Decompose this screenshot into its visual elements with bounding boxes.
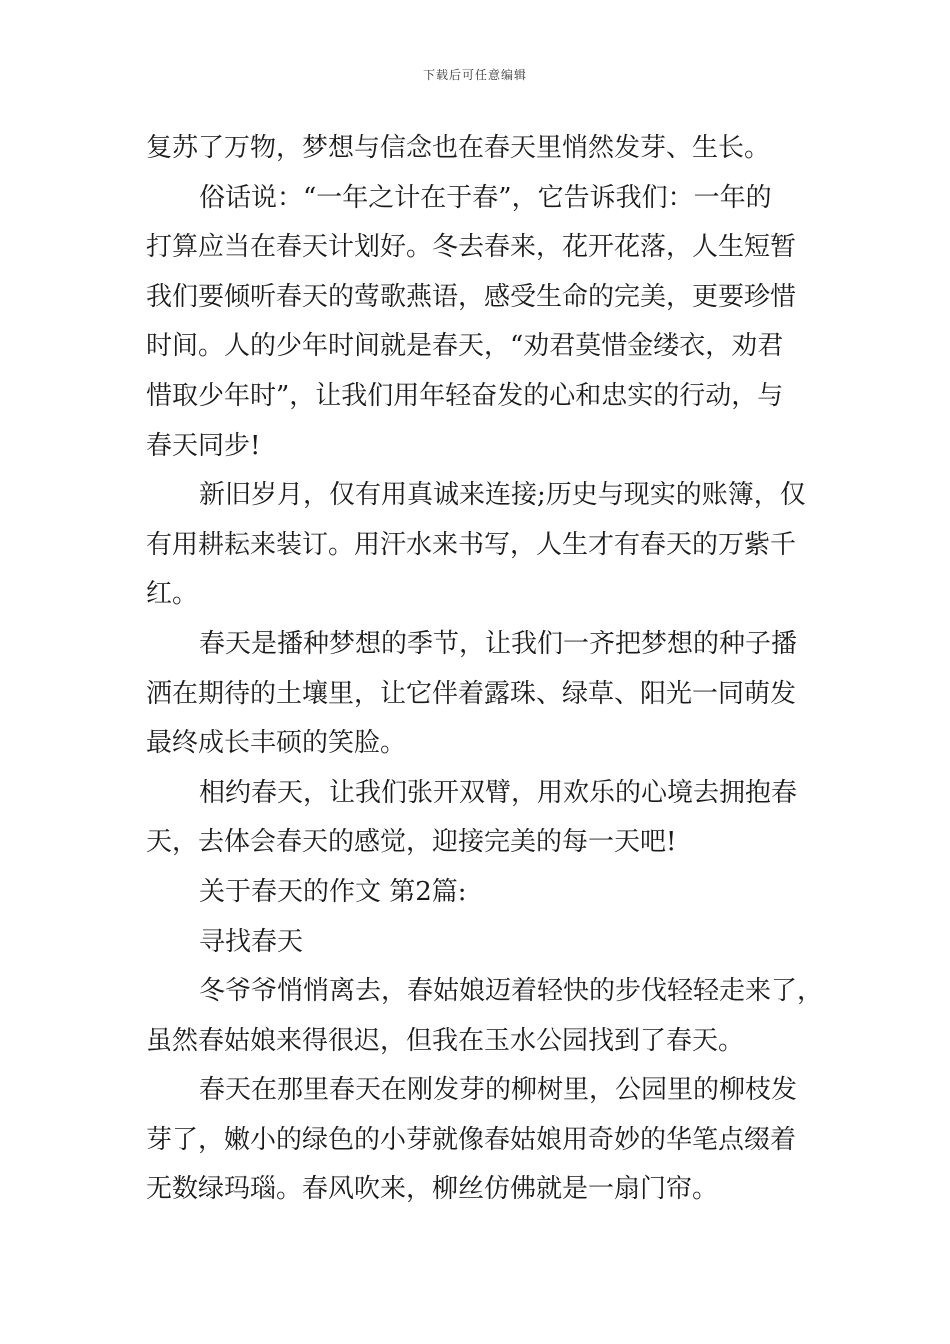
text-line: 虽然春姑娘来得很迟，但我在玉水公园找到了春天。 bbox=[146, 1025, 745, 1056]
text-line: 时间。人的少年时间就是春天，“劝君莫惜金缕衣，劝君 bbox=[146, 331, 784, 362]
text-line: 最终成长丰硕的笑脸。 bbox=[146, 728, 407, 759]
text-line: 俗话说：“一年之计在于春”，它告诉我们：一年的 bbox=[199, 182, 772, 213]
text-line: 无数绿玛瑙。春风吹来，柳丝仿佛就是一扇门帘。 bbox=[146, 1174, 719, 1205]
text-line: 红。 bbox=[146, 579, 199, 610]
text-line: 冬爷爷悄悄离去，春姑娘迈着轻快的步伐轻轻走来了， bbox=[199, 976, 824, 1007]
text-line: 打算应当在春天计划好。冬去春来，花开花落，人生短暂 bbox=[146, 232, 797, 263]
text-line: 寻找春天 bbox=[199, 926, 304, 957]
text-line: 春天是播种梦想的季节，让我们一齐把梦想的种子播 bbox=[199, 628, 798, 659]
text-line: 洒在期待的土壤里，让它伴着露珠、绿草、阳光一同萌发 bbox=[146, 678, 797, 709]
document-body bbox=[146, 124, 824, 1215]
text-line: 关于春天的作文 第2篇: bbox=[199, 876, 467, 907]
text-line: 芽了，嫩小的绿色的小芽就像春姑娘用奇妙的华笔点缀着 bbox=[146, 1124, 797, 1155]
text-line: 春天在那里春天在刚发芽的柳树里，公园里的柳枝发 bbox=[199, 1075, 798, 1106]
text-line: 新旧岁月，仅有用真诚来连接;历史与现实的账簿，仅 bbox=[199, 480, 806, 511]
text-line: 相约春天，让我们张开双臂，用欢乐的心境去拥抱春 bbox=[199, 777, 798, 808]
text-line: 复苏了万物，梦想与信念也在春天里悄然发芽、生长。 bbox=[146, 133, 771, 163]
text-line: 有用耕耘来装订。用汗水来书写，人生才有春天的万紫千 bbox=[146, 529, 797, 560]
text-line: 惜取少年时”，让我们用年轻奋发的心和忠实的行动，与 bbox=[146, 380, 784, 411]
text-line: 我们要倾听春天的莺歌燕语，感受生命的完美，更要珍惜 bbox=[146, 281, 797, 312]
text-line: 天，去体会春天的感觉，迎接完美的每一天吧! bbox=[146, 827, 677, 858]
page-header: 下载后可任意编辑 bbox=[422, 68, 527, 82]
text-line: 春天同步! bbox=[146, 430, 261, 461]
